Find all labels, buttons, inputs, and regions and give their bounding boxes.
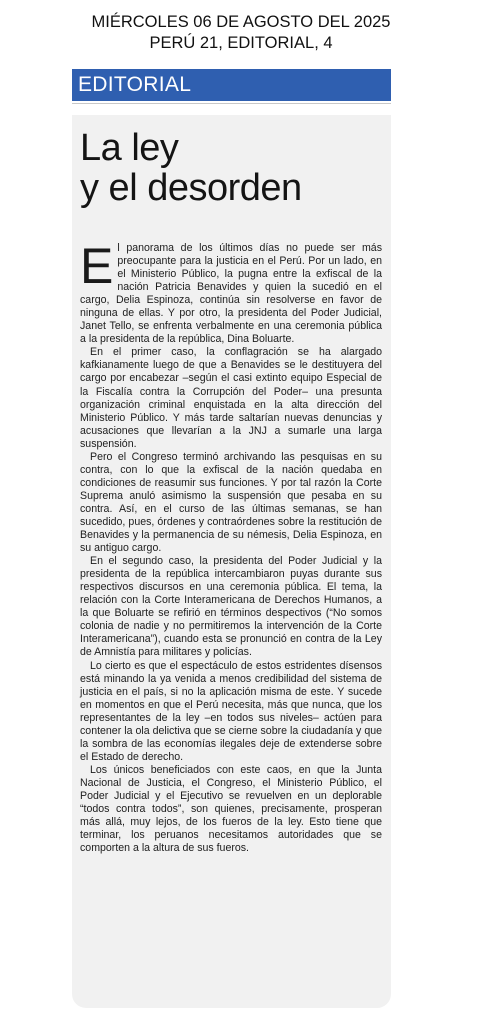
article-body xyxy=(80,238,382,855)
headline xyxy=(80,128,380,208)
paragraph-1 xyxy=(80,238,382,346)
section-label: EDITORIAL xyxy=(72,69,391,101)
headline-line-2: y el desorden xyxy=(80,167,302,209)
drop-cap: E xyxy=(80,238,114,294)
paragraph-2: En el primer caso, la conflagración se ha alargado kafkianamente luego de que a Benavides se le destituyera del cargo por encabezar –según el casi extinto equipo Especial de la Fiscalía contra la Corrupción del Poder– una presunta organización criminal enquistada en la alta dirección del Ministerio Público. Y más tarde saltarían nuevas denuncias y acusaciones que llevarían a la JNJ a sumarle una larga suspensión. xyxy=(80,346,382,450)
dateline-date: MIÉRCOLES 06 DE AGOSTO DEL 2025 xyxy=(91,13,391,31)
dateline-publication: PERÚ 21, EDITORIAL, 4 xyxy=(149,34,333,52)
paragraph-6: Los únicos beneficiados con este caos, en que la Junta Nacional de Justicia, el Congreso, el Ministerio Público, el Poder Judicial y el Ejecutivo se revuelven en un deplorable “todos contra todos”, son quienes, precisamente, prosperan más allá, muy lejos, de los fueros de la ley. Esto tiene que terminar, los peruanos necesitamos autoridades que se comporten a la altura de sus fueros. xyxy=(80,763,382,855)
paragraph-1-text: l panorama de los últimos días no puede ser más preocupante para la justicia en el Perú. Por un lado, en el Ministerio Público, la pugna entre la exfiscal de la nación Patricia Benavides y quien la sucedió en el cargo, Delia Espinoza, continúa sin resolverse en favor de ninguna de ellas. Y por otro, la presidenta del Poder Judicial, Janet Tello, se enfrenta verbalmente en una ceremonia pública a la presidenta de la república, Dina Boluarte. xyxy=(80,242,382,346)
paragraph-3: Pero el Congreso terminó archivando las pesquisas en su contra, con lo que la exfiscal de la nación quedaba en condiciones de reasumir sus funciones. Y por tal razón la Corte Suprema anuló asimismo la suspensión que pesaba en su contra. Así, en el curso de las últimas semanas, se han sucedido, pues, órdenes y contraórdenes sobre la restitución de Benavides y la permanencia de su némesis, Delia Espinoza, en su antiguo cargo. xyxy=(80,450,382,555)
section-divider xyxy=(72,103,391,104)
headline-line-1: La ley xyxy=(80,127,179,169)
paragraph-4: En el segundo caso, la presidenta del Poder Judicial y la presidenta de la república intercambiaron puyas durante sus respectivos discursos en una ceremonia pública. El tema, la relación con la Corte Interamericana de Derechos Humanos, a la que Boluarte se refirió en términos despectivos (“No somos colonia de nadie y no permitiremos la intervención de la Corte Interamericana”), cuando esta se pronunció en contra de la Ley de Amnistía para militares y policías. xyxy=(80,555,382,659)
paragraph-5: Lo cierto es que el espectáculo de estos estridentes dísensos está minando la ya venida a menos credibilidad del sistema de justicia en el país, si no la aplicación misma de este. Y sucede en momentos en que el Perú necesita, más que nunca, que los representantes de la ley –en todos sus niveles– actúen para contener la ola delictiva que se cierne sobre la ciudadanía y que la sombra de las economías ilegales deje de extenderse sobre el Estado de derecho. xyxy=(80,659,382,763)
dateline xyxy=(0,12,482,54)
